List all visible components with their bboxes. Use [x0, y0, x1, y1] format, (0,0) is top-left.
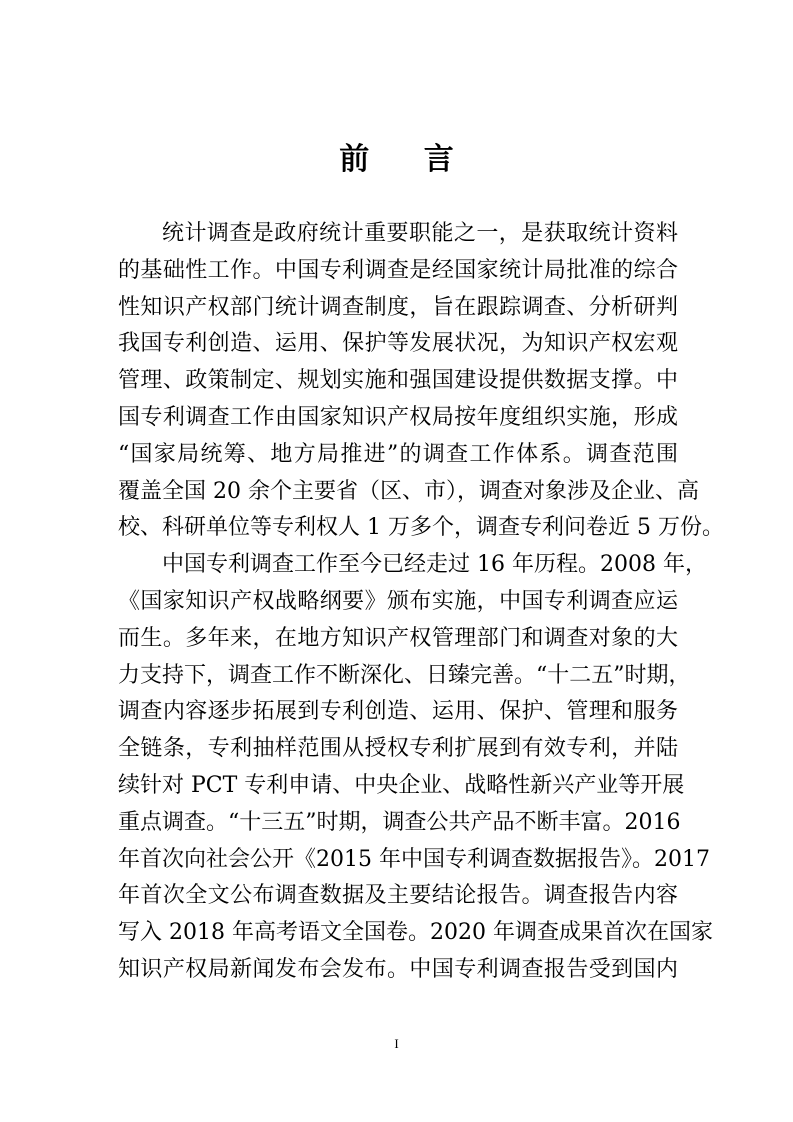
paragraph-line: 续针对 PCT 专利申请、中央企业、战略性新兴产业等开展 — [118, 772, 685, 798]
paragraph-line: 国专利调查工作由国家知识产权局按年度组织实施，形成 — [118, 404, 678, 430]
paragraph-line: 年首次向社会公开《2015 年中国专利调查数据报告》。2017 — [118, 846, 710, 872]
paragraph-line: 知识产权局新闻发布会发布。中国专利调查报告受到国内 — [118, 956, 678, 982]
paragraph-line: 校、科研单位等专利权人 1 万多个，调查专利问卷近 5 万份。 — [118, 515, 724, 541]
paragraph-line: 覆盖全国 20 余个主要省（区、市），调查对象涉及企业、高 — [118, 478, 699, 504]
paragraph-line: 《国家知识产权战略纲要》颁布实施，中国专利调查应运 — [118, 588, 678, 614]
paragraph-line: 统计调查是政府统计重要职能之一，是获取统计资料 — [162, 221, 678, 246]
paragraph-line: 的基础性工作。中国专利调查是经国家统计局批准的综合 — [118, 257, 678, 283]
page-number: I — [394, 1036, 399, 1051]
paragraph-line: “国家局统筹、地方局推进”的调查工作体系。调查范围 — [118, 441, 678, 467]
paragraph-line: 力支持下，调查工作不断深化、日臻完善。“十二五”时期， — [118, 662, 691, 688]
paragraph-line: 年首次全文公布调查数据及主要结论报告。调查报告内容 — [118, 883, 678, 909]
paragraph-line: 而生。多年来，在地方知识产权管理部门和调查对象的大 — [118, 625, 678, 651]
paragraph-line: 重点调查。“十三五”时期，调查公共产品不断丰富。2016 — [118, 809, 681, 835]
page-title: 前 言 — [339, 142, 476, 177]
paragraph-line: 写入 2018 年高考语文全国卷。2020 年调查成果首次在国家 — [118, 920, 713, 946]
paragraph-line: 我国专利创造、运用、保护等发展状况，为知识产权宏观 — [118, 331, 678, 357]
body-text — [118, 216, 724, 989]
paragraph-line: 性知识产权部门统计调查制度，旨在跟踪调查、分析研判 — [118, 294, 678, 320]
paragraph-line: 调查内容逐步拓展到专利创造、运用、保护、管理和服务 — [118, 699, 678, 725]
paragraph-line: 管理、政策制定、规划实施和强国建设提供数据支撑。中 — [118, 368, 678, 394]
paragraph-line: 中国专利调查工作至今已经走过 16 年历程。2008 年， — [162, 552, 707, 578]
paragraph-line: 全链条，专利抽样范围从授权专利扩展到有效专利，并陆 — [118, 736, 678, 762]
